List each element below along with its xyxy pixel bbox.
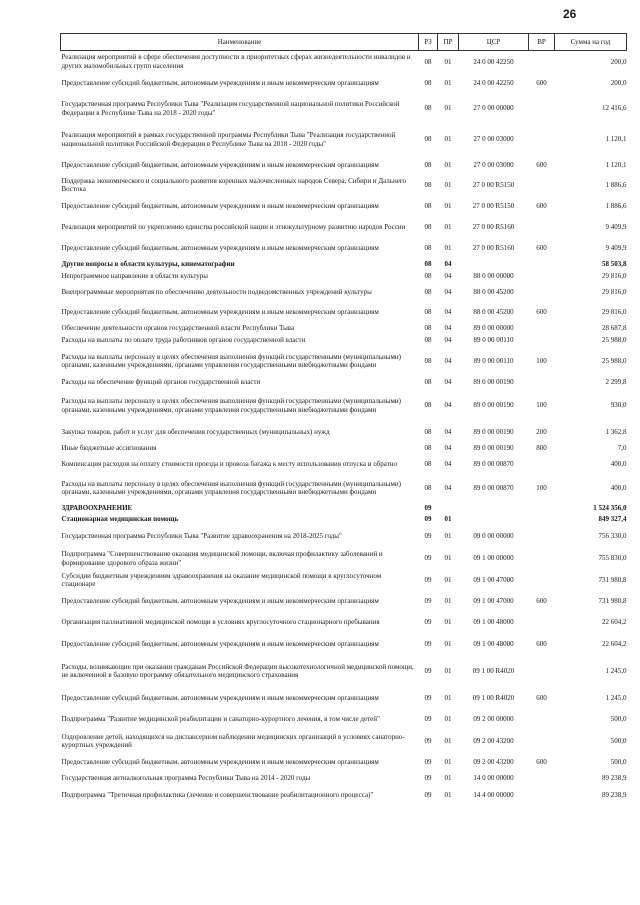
row-csr: 89 0 00 00870 — [473, 483, 514, 492]
row-vr: 600 — [536, 757, 547, 766]
row-rz: 09 — [424, 790, 432, 799]
row-vr — [529, 773, 555, 785]
row-pr: 04 — [444, 401, 452, 410]
row-sum: 1 245,0 — [605, 666, 627, 675]
row-vr: 200 — [536, 427, 547, 436]
row-csr: 24 0 00 42250 — [473, 78, 514, 87]
row-rz: 08 — [424, 78, 432, 87]
row-csr: 89 0 00 00870 — [473, 459, 514, 468]
row-vr — [529, 51, 555, 73]
row-rz: 08 — [424, 324, 432, 333]
table-row — [61, 124, 627, 156]
row-rz: 09 — [424, 639, 432, 648]
row-sum: 1 120,1 — [605, 160, 627, 169]
row-vr — [529, 283, 555, 302]
row-name: Реализация мероприятий в сфере обеспечения доступности в приоритетных сферах жизнедеятельности инвалидов и других маломобильных групп населения — [61, 53, 411, 70]
row-rz: 08 — [424, 243, 432, 252]
row-name: Реализация мероприятий по укреплению единства российской нации и этнокультурному развитию народов России — [61, 222, 406, 231]
row-sum: 2 299,8 — [605, 378, 627, 387]
row-pr: 04 — [444, 444, 452, 453]
row-vr: 600 — [536, 160, 547, 169]
row-csr: 27 0 00 R5150 — [472, 201, 515, 210]
row-rz: 09 — [424, 596, 432, 605]
row-name: Предоставление субсидий бюджетным, автономным учреждениям и иным некоммерческим организациям — [61, 307, 379, 316]
row-pr: 04 — [444, 272, 452, 281]
table-row — [61, 709, 627, 731]
row-sum: 849 327,4 — [598, 515, 627, 524]
table-row — [61, 283, 627, 302]
row-csr: 24 0 00 42250 — [473, 57, 514, 66]
row-csr: 88 0 00 45200 — [473, 287, 514, 296]
row-rz: 08 — [424, 201, 432, 210]
row-name: Непрограммное направление в области культуры — [61, 272, 208, 281]
row-csr: 89 0 00 00190 — [473, 427, 514, 436]
row-sum: 29 816,0 — [602, 287, 627, 296]
row-csr: 09 2 00 43200 — [473, 757, 514, 766]
table-row — [61, 196, 627, 217]
row-name: Предоставление субсидий бюджетным, автономным учреждениям и иным некоммерческим организациям — [61, 160, 379, 169]
row-csr: 27 0 00 03000 — [473, 135, 514, 144]
row-pr: 01 — [444, 554, 452, 563]
row-pr: 04 — [444, 287, 452, 296]
row-pr: 04 — [444, 459, 452, 468]
row-pr: 01 — [444, 575, 452, 584]
row-sum: 1 524 356,0 — [593, 503, 627, 512]
table-row — [61, 302, 627, 323]
row-vr — [529, 655, 555, 688]
row-csr: 09 0 00 00000 — [473, 532, 514, 541]
table-row — [61, 785, 627, 806]
row-rz: 09 — [424, 503, 432, 512]
row-vr: 600 — [536, 243, 547, 252]
row-pr: 01 — [444, 135, 452, 144]
row-csr: 09 2 00 00000 — [473, 715, 514, 724]
table-row — [61, 612, 627, 634]
table-row — [61, 655, 627, 688]
row-sum: 756 330,0 — [598, 532, 627, 541]
row-csr: 09 2 00 43200 — [473, 736, 514, 745]
row-name: Стационарная медицинская помощь — [61, 515, 179, 524]
row-pr: 01 — [444, 693, 452, 702]
table-row — [61, 773, 627, 785]
row-pr: 01 — [444, 104, 452, 113]
header-vr: ВР — [529, 34, 555, 51]
row-csr: 27 0 00 00000 — [473, 104, 514, 113]
row-name: Компенсация расходов на оплату стоимости проезда и провоза багажа к месту использования отпуска и обратно — [61, 459, 398, 468]
row-name: Предоставление субсидий бюджетным, автономным учреждениям и иным некоммерческим организациям — [61, 201, 379, 210]
row-pr: 04 — [444, 356, 452, 365]
row-rz: 09 — [424, 757, 432, 766]
row-rz: 08 — [424, 356, 432, 365]
row-name: ЗДРАВООХРАНЕНИЕ — [61, 503, 133, 512]
row-vr: 800 — [536, 444, 547, 453]
row-name: Расходы на выплаты персоналу в целях обеспечения выполнения функций государственными (муниципальными) органами, казенными учреждениями, органами управления государственными внебюджетными фондами — [61, 479, 402, 496]
table-body — [61, 51, 627, 806]
row-csr: 88 0 00 45200 — [473, 307, 514, 316]
row-vr — [529, 514, 555, 526]
table-row — [61, 634, 627, 655]
row-pr: 04 — [444, 483, 452, 492]
row-vr — [529, 570, 555, 591]
row-csr: 09 1 00 00000 — [473, 554, 514, 563]
table-row — [61, 503, 627, 514]
row-rz: 08 — [424, 160, 432, 169]
row-pr: 04 — [444, 427, 452, 436]
row-name: Предоставление субсидий бюджетным, автономным учреждениям и иным некоммерческим организациям — [61, 596, 379, 605]
table-row — [61, 422, 627, 443]
row-name: Оздоровление детей, находящихся на диспансерном наблюдении медицинских организаций в условиях санаторно-курортных учреждений — [61, 732, 405, 749]
header-csr: ЦСР — [459, 34, 529, 51]
row-sum: 7,0 — [617, 444, 627, 453]
row-sum: 500,0 — [610, 757, 627, 766]
row-pr: 01 — [444, 160, 452, 169]
table-row — [61, 217, 627, 238]
row-sum: 22 604,2 — [602, 639, 627, 648]
table-row — [61, 259, 627, 271]
row-csr — [459, 514, 529, 526]
row-rz: 08 — [424, 57, 432, 66]
row-rz: 08 — [424, 483, 432, 492]
row-sum: 731 980,8 — [598, 575, 627, 584]
row-pr: 04 — [444, 324, 452, 333]
row-name: Закупка товаров, работ и услуг для обеспечения государственных (муниципальных) нужд — [61, 427, 330, 436]
row-name: Предоставление субсидий бюджетным, автономным учреждениям и иным некоммерческим организациям — [61, 78, 379, 87]
row-csr: 89 0 00 00110 — [473, 356, 514, 365]
row-vr: 600 — [536, 596, 547, 605]
row-csr: 89 0 00 00110 — [473, 336, 514, 345]
row-csr: 09 1 00 48000 — [473, 639, 514, 648]
row-rz: 08 — [424, 222, 432, 231]
row-rz: 08 — [424, 287, 432, 296]
row-name: Поддержка экономического и социального развития коренных малочисленных народов Севера, Сибири и Дальнего Востока — [61, 176, 407, 193]
row-vr — [529, 376, 555, 390]
header-name: Наименование — [61, 34, 419, 51]
row-vr — [529, 217, 555, 238]
row-vr — [529, 259, 555, 271]
row-sum: 400,0 — [610, 459, 627, 468]
row-vr: 600 — [536, 307, 547, 316]
row-name: Подпрограмма "Развитие медицинской реабилитации и санаторно-курортного лечения, в том числе детей" — [61, 715, 380, 724]
row-pr: 01 — [444, 736, 452, 745]
table-row — [61, 443, 627, 455]
row-sum: 731 980,8 — [598, 596, 627, 605]
row-vr — [529, 548, 555, 570]
table-row — [61, 51, 627, 73]
row-csr: 09 1 00 48000 — [473, 618, 514, 627]
row-name: Подпрограмма "Совершенствование оказания медицинской помощи, включая профилактику заболеваний и формирование здорового образа жизни" — [61, 550, 383, 567]
row-vr — [529, 335, 555, 347]
row-sum: 9 409,9 — [605, 243, 627, 252]
row-sum: 1 120,1 — [605, 135, 627, 144]
row-csr: 89 0 00 00190 — [473, 401, 514, 410]
row-sum: 1 245,0 — [605, 693, 627, 702]
row-vr — [529, 503, 555, 514]
row-name: Другие вопросы в области культуры, кинематографии — [61, 260, 235, 269]
row-rz: 08 — [424, 260, 432, 269]
table-row — [61, 238, 627, 259]
row-vr: 600 — [536, 639, 547, 648]
table-header-row — [61, 34, 627, 51]
row-pr: 01 — [444, 515, 452, 524]
row-name: Предоставление субсидий бюджетным, автономным учреждениям и иным некоммерческим организациям — [61, 757, 379, 766]
row-pr: 01 — [444, 57, 452, 66]
table-row — [61, 688, 627, 709]
row-vr: 100 — [536, 483, 547, 492]
row-name: Предоставление субсидий бюджетным, автономным учреждениям и иным некоммерческим организациям — [61, 639, 379, 648]
row-pr: 01 — [444, 774, 452, 783]
row-sum: 28 687,8 — [602, 324, 627, 333]
table-row — [61, 73, 627, 94]
row-sum: 500,0 — [610, 736, 627, 745]
row-pr: 01 — [444, 715, 452, 724]
row-pr: 01 — [444, 532, 452, 541]
row-rz: 08 — [424, 336, 432, 345]
row-name: Предоставление субсидий бюджетным, автономным учреждениям и иным некоммерческим организациям — [61, 243, 379, 252]
header-sum: Сумма на год — [555, 34, 627, 51]
table-row — [61, 335, 627, 347]
row-pr: 01 — [444, 666, 452, 675]
row-csr: 09 1 00 47000 — [473, 575, 514, 584]
row-name: Обеспечение деятельности органов государственной власти Республики Тыва — [61, 324, 295, 333]
row-sum: 755 830,0 — [598, 554, 627, 563]
row-name: Государственная программа Республики Тыва "Развитие здравоохранения на 2018-2025 годы" — [61, 532, 342, 541]
table-row — [61, 591, 627, 612]
row-name: Расходы на выплаты персоналу в целях обеспечения выполнения функций государственными (муниципальными) органами, казенными учреждениями, органами управления государственными внебюджетными фондами — [61, 352, 402, 369]
row-csr: 27 0 00 R5150 — [472, 180, 515, 189]
row-pr: 01 — [444, 78, 452, 87]
row-sum: 1 362,8 — [605, 427, 627, 436]
row-name: Реализация мероприятий в рамках государственной программы Республики Тыва "Реализация государственной национальной политики Российской Федерации в Республике Тыва на 2018 - 2020 годы" — [61, 131, 396, 148]
row-sum: 58 503,8 — [602, 260, 627, 269]
table-row — [61, 347, 627, 376]
row-vr — [529, 526, 555, 548]
table-row — [61, 94, 627, 124]
row-sum: 400,0 — [610, 483, 627, 492]
row-sum: 200,0 — [610, 78, 627, 87]
row-pr: 04 — [444, 336, 452, 345]
row-vr — [529, 709, 555, 731]
row-csr: 09 1 00 R4020 — [472, 693, 515, 702]
row-vr — [529, 271, 555, 283]
row-name: Организация паллиативной медицинской помощи в условиях круглосуточного стационарного пребывания — [61, 618, 380, 627]
row-sum: 200,0 — [610, 57, 627, 66]
row-sum: 22 604,2 — [602, 618, 627, 627]
row-vr — [529, 731, 555, 752]
row-name: Субсидии бюджетным учреждениям здравоохранения на оказание медицинской помощи в круглосуточном стационаре — [61, 571, 382, 588]
row-name: Государственная программа Республики Тыва "Реализация государственной национальной политики Российской Федерации в Республике Тыва на 2018 - 2020 годы" — [61, 100, 400, 117]
row-pr: 01 — [444, 201, 452, 210]
row-sum: 1 886,6 — [605, 201, 627, 210]
row-vr: 100 — [536, 356, 547, 365]
row-name: Подпрограмма "Третичная профилактика (лечение и совершенствование реабилитационного процесса)" — [61, 790, 374, 799]
row-pr — [438, 503, 459, 514]
row-vr — [529, 612, 555, 634]
header-rz: РЗ — [419, 34, 438, 51]
row-vr — [529, 175, 555, 196]
table-row — [61, 731, 627, 752]
row-sum: 25 988,0 — [602, 336, 627, 345]
row-csr: 09 1 00 R4020 — [472, 666, 515, 675]
row-vr — [529, 323, 555, 335]
table-row — [61, 175, 627, 196]
row-sum: 500,0 — [610, 715, 627, 724]
row-rz: 08 — [424, 180, 432, 189]
row-sum: 29 816,0 — [602, 272, 627, 281]
row-rz: 08 — [424, 427, 432, 436]
table-row — [61, 514, 627, 526]
row-rz: 09 — [424, 618, 432, 627]
row-vr — [529, 94, 555, 124]
row-rz: 08 — [424, 307, 432, 316]
row-rz: 09 — [424, 736, 432, 745]
table-row — [61, 376, 627, 390]
row-csr: 27 0 00 R5160 — [472, 243, 515, 252]
row-rz: 09 — [424, 666, 432, 675]
row-name: Расходы, возникающие при оказании гражданам Российской Федерации высокотехнологичной медицинской помощи, не включенной в базовую программу обязательного медицинского страхования — [61, 662, 414, 679]
row-csr: 09 1 00 47000 — [473, 596, 514, 605]
row-rz: 09 — [424, 554, 432, 563]
row-csr: 27 0 00 R5160 — [472, 222, 515, 231]
row-rz: 08 — [424, 401, 432, 410]
row-csr: 89 0 00 00000 — [473, 324, 514, 333]
table-row — [61, 474, 627, 503]
row-csr — [459, 503, 529, 514]
row-pr: 01 — [444, 639, 452, 648]
row-sum: 9 409,9 — [605, 222, 627, 231]
row-rz: 08 — [424, 272, 432, 281]
table-row — [61, 548, 627, 570]
row-csr: 14 4 00 00000 — [473, 790, 514, 799]
row-rz: 08 — [424, 135, 432, 144]
row-sum: 29 816,0 — [602, 307, 627, 316]
row-rz: 08 — [424, 378, 432, 387]
page-number: 26 — [563, 7, 577, 21]
row-pr: 01 — [444, 243, 452, 252]
row-csr: 88 0 00 00000 — [473, 272, 514, 281]
row-sum: 1 886,6 — [605, 180, 627, 189]
row-pr: 01 — [444, 618, 452, 627]
row-pr: 04 — [444, 307, 452, 316]
row-name: Расходы на обеспечение функций органов государственной власти — [61, 378, 261, 387]
table-row — [61, 526, 627, 548]
row-pr: 01 — [444, 790, 452, 799]
table-row — [61, 752, 627, 773]
row-rz: 09 — [424, 575, 432, 584]
row-csr: 14 0 00 00000 — [473, 774, 514, 783]
row-rz: 09 — [424, 774, 432, 783]
row-vr: 600 — [536, 693, 547, 702]
row-csr: 89 0 00 00190 — [473, 444, 514, 453]
table-row — [61, 570, 627, 591]
row-csr: 89 0 00 00190 — [473, 378, 514, 387]
row-name: Расходы на выплаты персоналу в целях обеспечения выполнения функций государственными (муниципальными) органами, казенными учреждениями, органами управления государственными внебюджетными фондами — [61, 397, 402, 414]
row-csr: 27 0 00 03000 — [473, 160, 514, 169]
row-name: Расходы на выплаты по оплате труда работников органов государственной власти — [61, 336, 306, 345]
row-pr: 01 — [444, 180, 452, 189]
row-rz: 08 — [424, 459, 432, 468]
row-rz: 09 — [424, 532, 432, 541]
row-sum: 89 238,9 — [602, 790, 627, 799]
row-rz: 08 — [424, 444, 432, 453]
row-vr — [529, 455, 555, 474]
row-rz: 08 — [424, 104, 432, 113]
table-row — [61, 455, 627, 474]
row-sum: 930,0 — [610, 401, 627, 410]
row-pr: 04 — [444, 260, 452, 269]
row-name: Внепрограммные мероприятия по обеспечению деятельности подведомственных учреждений культуры — [61, 287, 372, 296]
row-vr: 600 — [536, 78, 547, 87]
row-pr: 01 — [444, 757, 452, 766]
row-rz: 09 — [424, 715, 432, 724]
row-vr: 600 — [536, 201, 547, 210]
budget-table — [60, 33, 627, 806]
row-sum: 89 238,9 — [602, 774, 627, 783]
row-name: Государственная антиалкогольная программа Республики Тыва на 2014 - 2020 годы — [61, 774, 311, 783]
row-rz: 09 — [424, 693, 432, 702]
row-vr — [529, 124, 555, 156]
header-pr: ПР — [438, 34, 459, 51]
table-row — [61, 271, 627, 283]
row-pr: 01 — [444, 222, 452, 231]
row-sum: 12 416,6 — [602, 104, 627, 113]
row-sum: 25 988,0 — [602, 356, 627, 365]
row-vr — [529, 785, 555, 806]
row-pr: 04 — [444, 378, 452, 387]
row-csr — [459, 259, 529, 271]
table-row — [61, 323, 627, 335]
row-name: Предоставление субсидий бюджетным, автономным учреждениям и иным некоммерческим организациям — [61, 693, 379, 702]
row-name: Иные бюджетные ассигнования — [61, 444, 157, 453]
row-vr: 100 — [536, 401, 547, 410]
table-row — [61, 390, 627, 422]
table-row — [61, 156, 627, 175]
row-pr: 01 — [444, 596, 452, 605]
row-rz: 09 — [424, 515, 432, 524]
